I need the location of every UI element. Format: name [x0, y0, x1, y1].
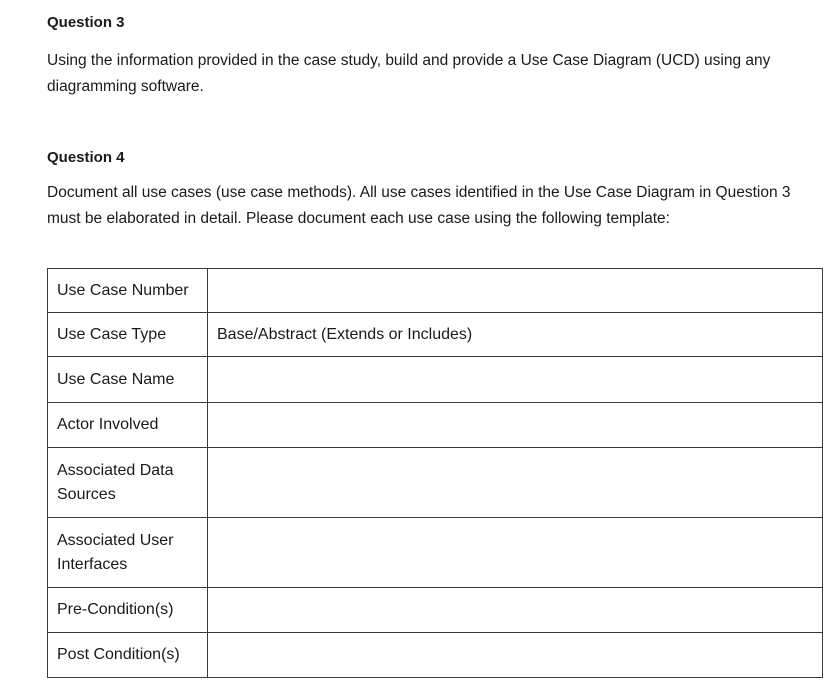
row-label: Associated Data Sources: [48, 448, 208, 518]
row-label: Pre-Condition(s): [48, 588, 208, 633]
row-value: [208, 633, 823, 678]
row-value: [208, 588, 823, 633]
row-value: Base/Abstract (Extends or Includes): [208, 313, 823, 357]
table-row: [48, 313, 823, 357]
question-4-text: Document all use cases (use case methods). All use cases identified in the Use Case Diagram in Question 3 must be elaborated in detail. Please document each use case using the following template:: [47, 184, 791, 227]
table-row: [48, 448, 823, 518]
row-label: Associated User Interfaces: [48, 518, 208, 588]
table-row: [48, 633, 823, 678]
row-value: [208, 448, 823, 518]
row-value: [208, 403, 823, 448]
row-value: [208, 357, 823, 403]
table-row: [48, 403, 823, 448]
row-label: Use Case Name: [48, 357, 208, 403]
question-4-heading: Question 4: [47, 149, 125, 166]
table-row: [48, 518, 823, 588]
question-3-heading: Question 3: [47, 14, 125, 31]
row-label: Post Condition(s): [48, 633, 208, 678]
table-row: [48, 588, 823, 633]
table-row: [48, 357, 823, 403]
row-label: Use Case Type: [48, 313, 208, 357]
table-row: [48, 269, 823, 313]
row-value: [208, 518, 823, 588]
use-case-template-table: [47, 268, 823, 678]
row-value: [208, 269, 823, 313]
row-label: Use Case Number: [48, 269, 208, 313]
row-label: Actor Involved: [48, 403, 208, 448]
question-3-text: Using the information provided in the case study, build and provide a Use Case Diagram (UCD) using any diagramming software.: [47, 52, 771, 95]
